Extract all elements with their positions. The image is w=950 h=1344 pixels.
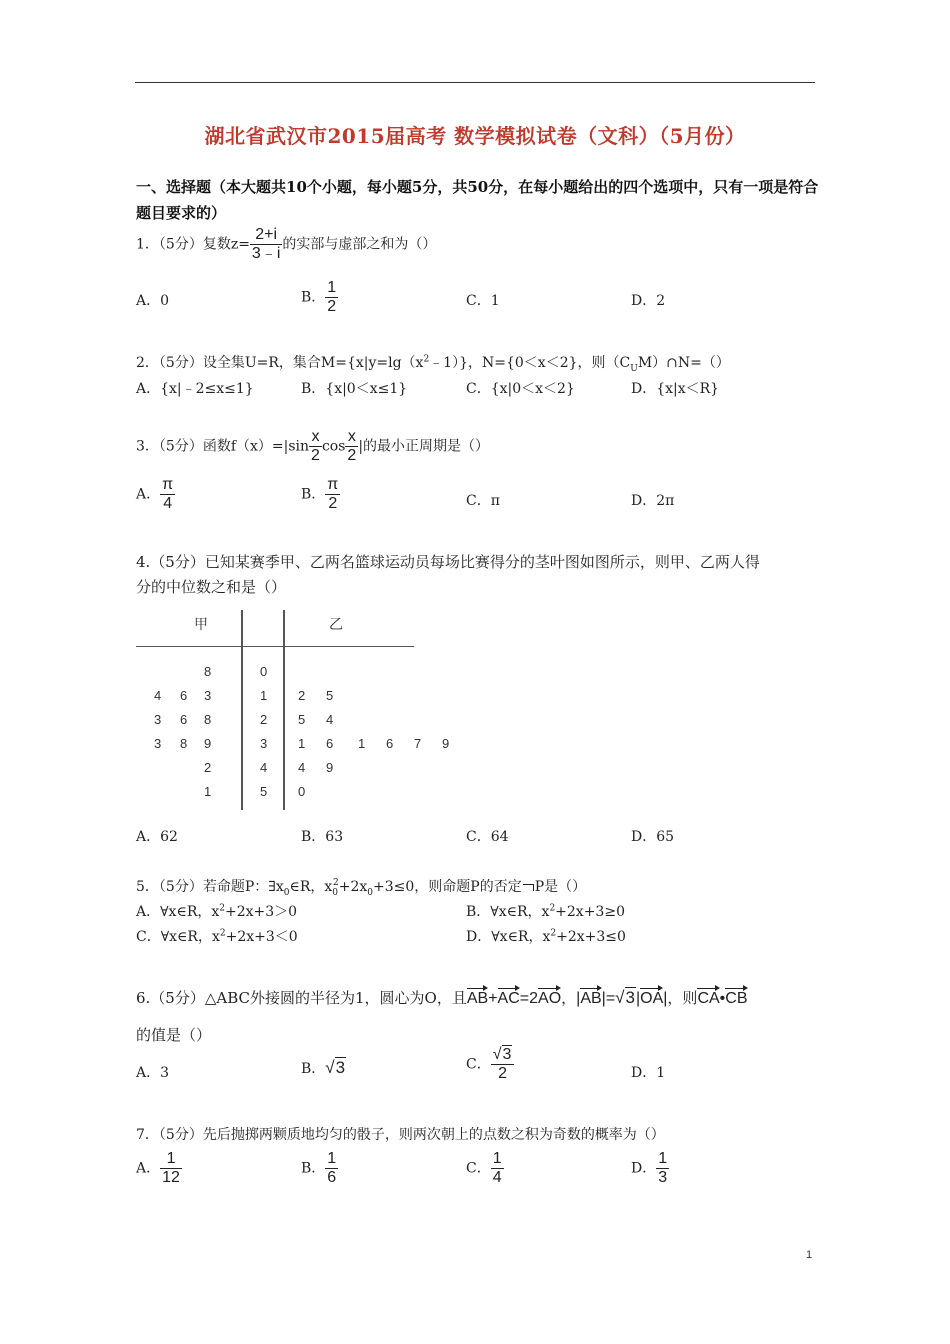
q7-option-a: A． $\frac{1}{12}$ <box>136 1150 180 1186</box>
q5-option-c: C．∀x∈R，$x^2+2x+3<0$ <box>136 928 298 945</box>
q3-option-a: A． $\frac{\pi}{4}$ <box>136 476 174 512</box>
q6-option-d: D．1 <box>631 1065 666 1081</box>
question-2: 2．（5分）设全集U=R，集合$M=\{x|y=\lg(x^2﹣1)\}$，N={0＜x＜2}，则$(C_UM)\cap N=()$ <box>136 354 730 374</box>
left-leaf: 3 <box>154 736 162 751</box>
q1-option-d: D．2 <box>631 293 666 309</box>
right-leaf: 2 <box>298 688 306 703</box>
q7-option-b: B． $\frac{1}{6}$ <box>301 1150 337 1186</box>
question-1: 1．（5分）复数z= $\frac{2+i}{3﹣i}$ 的实部与虚部之和为（） <box>136 226 437 262</box>
q5-option-d: D．∀x∈R，$x^2+2x+3\le 0$ <box>466 928 626 945</box>
plot-divider-right <box>283 610 285 810</box>
q3-option-b: B． $\frac{\pi}{2}$ <box>301 476 339 512</box>
right-leaf: 6 <box>386 736 394 751</box>
plot-divider-left <box>241 610 243 810</box>
left-leaf: 8 <box>180 736 188 751</box>
left-leaf: 6 <box>180 688 188 703</box>
q5-option-b: B．∀x∈R，$x^2+2x+3\ge 0$ <box>466 903 625 920</box>
left-leaf: 9 <box>204 736 212 751</box>
q6-option-b: B．√3 <box>301 1058 346 1077</box>
q3-option-c: C．π <box>466 493 500 509</box>
q7-option-d: D． $\frac{1}{3}$ <box>631 1150 668 1186</box>
left-leaf: 1 <box>204 784 212 799</box>
stem-value: 0 <box>260 664 268 679</box>
question-6-line-2: 的值是（） <box>136 1026 212 1044</box>
q1-option-c: C．1 <box>466 293 500 309</box>
q2-option-c: C．{x|0＜x＜2} <box>466 381 575 397</box>
stem-leaf-plot <box>136 608 450 808</box>
question-6: 6.（5分）△ABC外接圆的半径为1，圆心为O，且AB+AC=2AO，|AB|=√3|OA|，则CA•CB <box>136 988 748 1007</box>
left-leaf: 8 <box>204 712 212 727</box>
stem-value: 2 <box>260 712 268 727</box>
q4-option-c: C．64 <box>466 829 509 845</box>
right-leaf: 4 <box>298 760 306 775</box>
plot-head-left: 甲 <box>194 616 208 632</box>
left-leaf: 6 <box>180 712 188 727</box>
page-title: 湖北省武汉市2015届高考 数学模拟试卷（文科）（5月份） <box>204 124 746 148</box>
left-leaf: 3 <box>204 688 212 703</box>
right-leaf: 9 <box>326 760 334 775</box>
q5-option-a: A．∀x∈R，$x^2+2x+3>0$ <box>136 903 298 920</box>
question-4-line-2: 分的中位数之和是（） <box>136 578 287 596</box>
right-leaf: 0 <box>298 784 306 799</box>
right-leaf: 1 <box>358 736 366 751</box>
right-leaf: 5 <box>326 688 334 703</box>
q6-option-a: A．3 <box>136 1065 170 1081</box>
plot-head-right: 乙 <box>329 616 343 632</box>
stem-value: 3 <box>260 736 268 751</box>
q7-option-c: C． $\frac{1}{4}$ <box>466 1150 502 1186</box>
question-5: 5．（5分）若命题P：$\exists x_0\in R$，$x_0^2+2x_0+3\le 0$，则命题P的否定 P是（） <box>136 878 587 898</box>
right-leaf: 6 <box>326 736 334 751</box>
section-heading: 一、选择题（本大题共10个小题，每小题5分，共50分，在每小题给出的四个选项中，只有一项是符合题目要求的） <box>136 178 819 222</box>
q1-option-b: B． $\frac{1}{2}$ <box>301 279 337 315</box>
q2-option-b: B．{x|0＜x≤1} <box>301 381 408 397</box>
q4-option-b: B．63 <box>301 829 344 845</box>
right-leaf: 7 <box>414 736 422 751</box>
left-leaf: 4 <box>154 688 162 703</box>
q6-option-c: C． $\frac{√3}{2}$ <box>466 1046 514 1083</box>
stem-value: 4 <box>260 760 268 775</box>
plot-header-rule <box>136 646 414 647</box>
question-3: 3．（5分）函数f（x）=|sin $\frac{x}{2}$ cos $\frac{x}{2}$ |的最小正周期是（） <box>136 428 490 464</box>
right-leaf: 9 <box>442 736 450 751</box>
q2-option-a: A．{x|﹣2≤x≤1} <box>136 381 254 397</box>
negation-symbol <box>523 884 534 891</box>
q1-option-a: A．0 <box>136 293 170 309</box>
stem-value: 5 <box>260 784 268 799</box>
header-rule <box>135 82 815 83</box>
left-leaf: 8 <box>204 664 212 679</box>
left-leaf: 3 <box>154 712 162 727</box>
q3-option-d: D．2π <box>631 493 675 509</box>
right-leaf: 5 <box>298 712 306 727</box>
q4-option-d: D．65 <box>631 829 675 845</box>
left-leaf: 2 <box>204 760 212 775</box>
stem-value: 1 <box>260 688 268 703</box>
fraction: $\frac{2+i}{3﹣i}$ <box>251 226 281 262</box>
page-number: 1 <box>806 1249 813 1261</box>
question-7: 7．（5分）先后抛掷两颗质地均匀的骰子，则两次朝上的点数之积为奇数的概率为（） <box>136 1127 665 1143</box>
question-4-line-1: 4.（5分）已知某赛季甲、乙两名篮球运动员每场比赛得分的茎叶图如图所示，则甲、乙两人得 <box>136 553 760 571</box>
right-leaf: 1 <box>298 736 306 751</box>
q4-option-a: A．62 <box>136 829 178 845</box>
right-leaf: 4 <box>326 712 334 727</box>
q2-option-d: D．{x|x＜R} <box>631 381 720 397</box>
